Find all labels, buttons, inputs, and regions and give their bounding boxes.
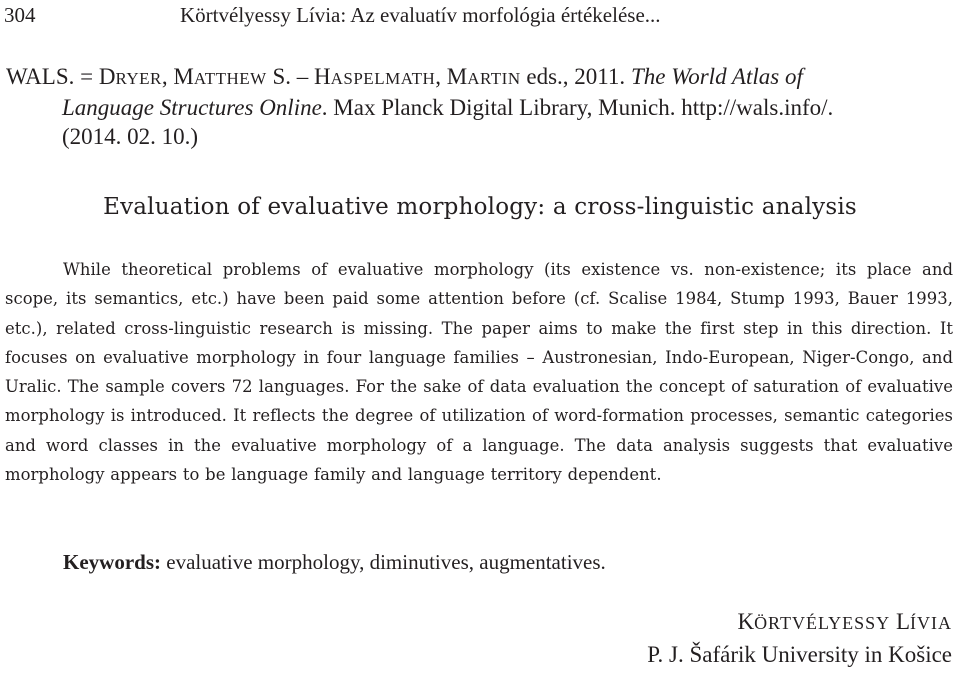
- author-name: KÖRTVÉLYESSY LÍVIA: [737, 609, 952, 634]
- running-title: Körtvélyessy Lívia: Az evaluatív morfológia értékelése...: [180, 3, 661, 27]
- reference-line-2: [6, 93, 956, 122]
- reference-author-1: DRYER, MATTHEW S.: [98, 64, 291, 89]
- reference-prefix: WALS. =: [6, 64, 99, 89]
- reference-entry: [6, 62, 956, 151]
- reference-line-1: [6, 62, 956, 93]
- running-header: [4, 0, 950, 30]
- author-block: [647, 606, 952, 671]
- page-number: 304: [4, 3, 36, 27]
- reference-dash: –: [291, 64, 314, 89]
- reference-author-2: HASPELMATH, MARTIN: [314, 64, 521, 89]
- reference-eds: eds., 2011.: [520, 64, 631, 89]
- abstract: While theoretical problems of evaluative morphology (its existence vs. non-existence; its place and scope, its semantics, etc.) have been paid some attention before (cf. Scalise 1984, Stump 1993, Bauer 1993, etc.), related cross-linguistic research is missing. The paper aims to make the first step in this direction. It focuses on evaluative morphology in four language families – Austronesian, Indo-European, Niger-Congo, and Uralic. The sample covers 72 languages. For the sake of data evaluation the concept of saturation of evaluative morphology is introduced. It reflects the degree of utilization of word-formation processes, semantic categories and word classes in the evaluative morphology of a language. The data analysis suggests that evaluative morphology appears to be language family and language territory dependent.: [5, 260, 953, 485]
- paper-title: Evaluation of evaluative morphology: a cross-linguistic analysis: [103, 194, 857, 220]
- reference-publisher: . Max Planck Digital Library, Munich. http://wals.info/.: [321, 95, 834, 120]
- reference-title-part1: The World Atlas of: [630, 64, 803, 89]
- keywords-text: evaluative morphology, diminutives, augmentatives.: [161, 550, 606, 574]
- keywords-label: Keywords:: [63, 550, 161, 574]
- reference-access-date: (2014. 02. 10.): [62, 124, 199, 149]
- reference-title-part2: Language Structures Online: [62, 95, 322, 120]
- author-affiliation: P. J. Šafárik University in Košice: [647, 642, 952, 667]
- reference-line-3: [6, 122, 956, 151]
- keywords: [63, 547, 606, 577]
